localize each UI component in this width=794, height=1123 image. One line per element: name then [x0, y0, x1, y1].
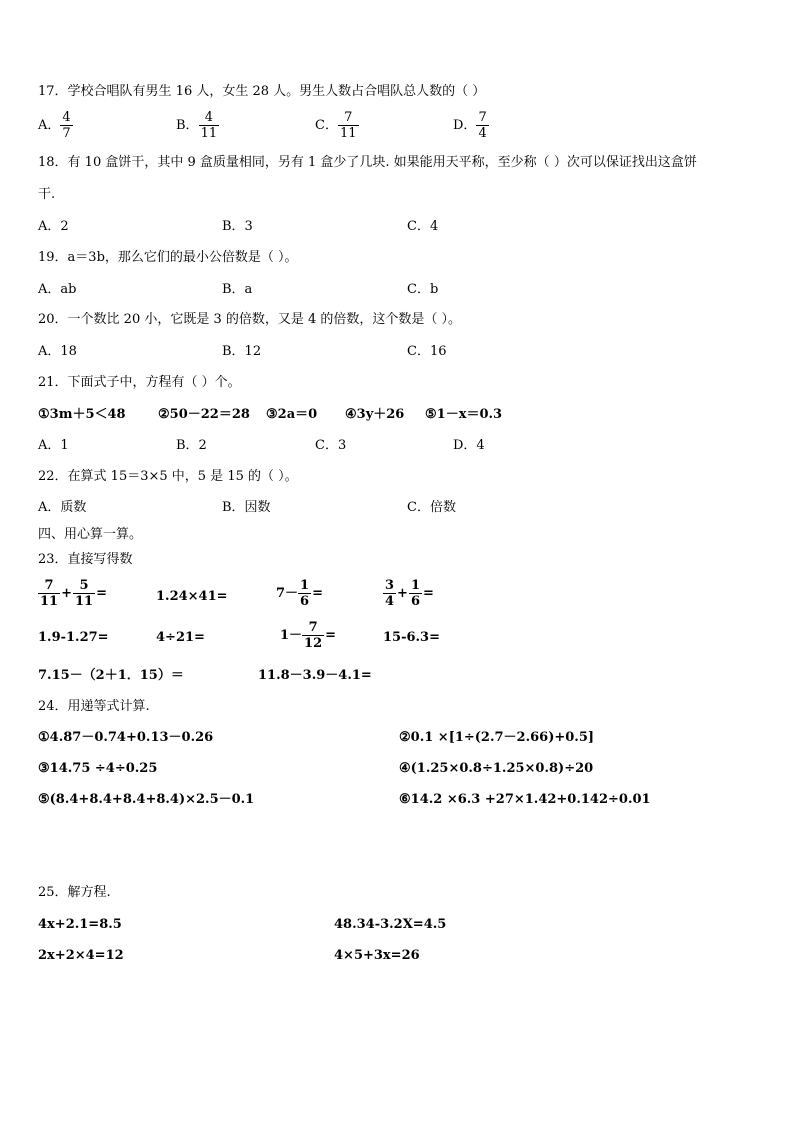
q25-item-4: 4×5+3x=26	[334, 948, 420, 963]
q24-item-3: ③14.75 ÷4÷0.25	[38, 761, 158, 776]
q21-option-b[interactable]: B．2	[176, 438, 207, 453]
q22-option-c[interactable]: C．倍数	[407, 500, 456, 515]
q23-expr-10: 11.8－3.9－4.1=	[258, 668, 372, 683]
q24-item-2: ②0.1 ×[1÷(2.7－2.66)+0.5]	[399, 730, 595, 745]
q22-option-a[interactable]: A．质数	[38, 500, 87, 515]
q23-expr-5: 1.9-1.27=	[38, 630, 109, 645]
option-label: B．	[176, 118, 199, 133]
q19-option-a[interactable]: A．ab	[38, 282, 77, 297]
q24-text: 24．用递等式计算.	[38, 699, 150, 714]
fraction: $\frac{4}{11}$	[200, 110, 218, 141]
q23-expr-4: $\frac{3}{4}$ + $\frac{1}{6}$ =	[385, 578, 434, 609]
section-4-heading: 四、用心算一算。	[38, 527, 143, 542]
q21-text: 21．下面式子中，方程有（ ）个。	[38, 375, 241, 390]
fraction: $\frac{7}{12}$	[304, 620, 323, 651]
fraction: $\frac{1}{6}$	[410, 578, 420, 609]
fraction: $\frac{7}{4}$	[478, 110, 487, 141]
q23-expr-9: 7.15－（2＋1．15）＝	[38, 668, 184, 683]
option-label: C．	[315, 118, 338, 133]
q18-text-line1: 18．有 10 盒饼干，其中 9 盒质量相同，另有 1 盒少了几块. 如果能用天平称，至少称（ ）次可以保证找出这盒饼	[38, 155, 697, 170]
q20-option-a[interactable]: A．18	[38, 344, 77, 359]
fraction: $\frac{1}{6}$	[300, 578, 310, 609]
q17-text: 17．学校合唱队有男生 16 人，女生 28 人。男生人数占合唱队总人数的（ ）	[38, 84, 486, 99]
q23-expr-8: 15-6.3=	[383, 630, 440, 645]
q23-text: 23．直接写得数	[38, 552, 133, 567]
option-label: D．	[453, 118, 477, 133]
q21-option-d[interactable]: D．4	[453, 438, 485, 453]
q23-expr-7: 1－ $\frac{7}{12}$ =	[280, 620, 337, 651]
q21-item-1: ①3m＋5＜48	[38, 407, 126, 422]
q17-option-c[interactable]	[315, 110, 359, 141]
q24-item-4: ④(1.25×0.8÷1.25×0.8)÷20	[399, 761, 594, 776]
q18-option-c[interactable]: C．4	[407, 219, 439, 234]
q20-option-c[interactable]: C．16	[407, 344, 447, 359]
q24-item-1: ①4.87－0.74+0.13－0.26	[38, 730, 214, 745]
q18-text-line2: 干.	[38, 187, 56, 202]
fraction: $\frac{4}{7}$	[62, 110, 71, 141]
q21-item-2: ②50－22＝28	[158, 407, 250, 422]
q20-option-b[interactable]: B．12	[222, 344, 262, 359]
q23-expr-1: $\frac{7}{11}$ + $\frac{5}{11}$ =	[40, 578, 107, 609]
q21-option-c[interactable]: C．3	[315, 438, 347, 453]
q23-expr-3: 7－ $\frac{1}{6}$ =	[276, 578, 323, 609]
q21-option-a[interactable]: A．1	[38, 438, 69, 453]
option-label: A．	[38, 118, 61, 133]
q17-option-a[interactable]	[38, 110, 73, 141]
q18-option-a[interactable]: A．2	[38, 219, 69, 234]
q21-item-5: ⑤1－x＝0.3	[425, 407, 503, 422]
q24-item-6: ⑥14.2 ×6.3 +27×1.42+0.142÷0.01	[399, 792, 651, 807]
q24-item-5: ⑤(8.4+8.4+8.4+8.4)×2.5－0.1	[38, 792, 255, 807]
q19-option-c[interactable]: C．b	[407, 282, 439, 297]
q21-item-4: ④3y＋26	[345, 407, 405, 422]
q22-option-b[interactable]: B．因数	[222, 500, 271, 515]
q18-option-b[interactable]: B．3	[222, 219, 253, 234]
q25-text: 25．解方程.	[38, 885, 111, 900]
q23-expr-2: 1.24×41=	[156, 589, 228, 604]
q19-option-b[interactable]: B．a	[222, 282, 253, 297]
fraction: $\frac{7}{11}$	[339, 110, 357, 141]
q17-option-b[interactable]	[176, 110, 219, 141]
q19-text: 19．a＝3b，那么它们的最小公倍数是（ ）。	[38, 250, 298, 265]
fraction: $\frac{5}{11}$	[75, 578, 94, 609]
fraction: $\frac{7}{11}$	[40, 578, 59, 609]
fraction: $\frac{3}{4}$	[385, 578, 395, 609]
q25-item-2: 48.34-3.2X=4.5	[334, 917, 447, 932]
q25-item-3: 2x+2×4=12	[38, 948, 124, 963]
q23-expr-6: 4÷21=	[156, 630, 205, 645]
q20-text: 20．一个数比 20 小，它既是 3 的倍数，又是 4 的倍数，这个数是（ ）。	[38, 312, 462, 327]
q25-item-1: 4x+2.1=8.5	[38, 917, 122, 932]
q17-option-d[interactable]	[453, 110, 489, 141]
q21-item-3: ③2a＝0	[266, 407, 318, 422]
q22-text: 22．在算式 15＝3×5 中，5 是 15 的（ ）。	[38, 469, 298, 484]
